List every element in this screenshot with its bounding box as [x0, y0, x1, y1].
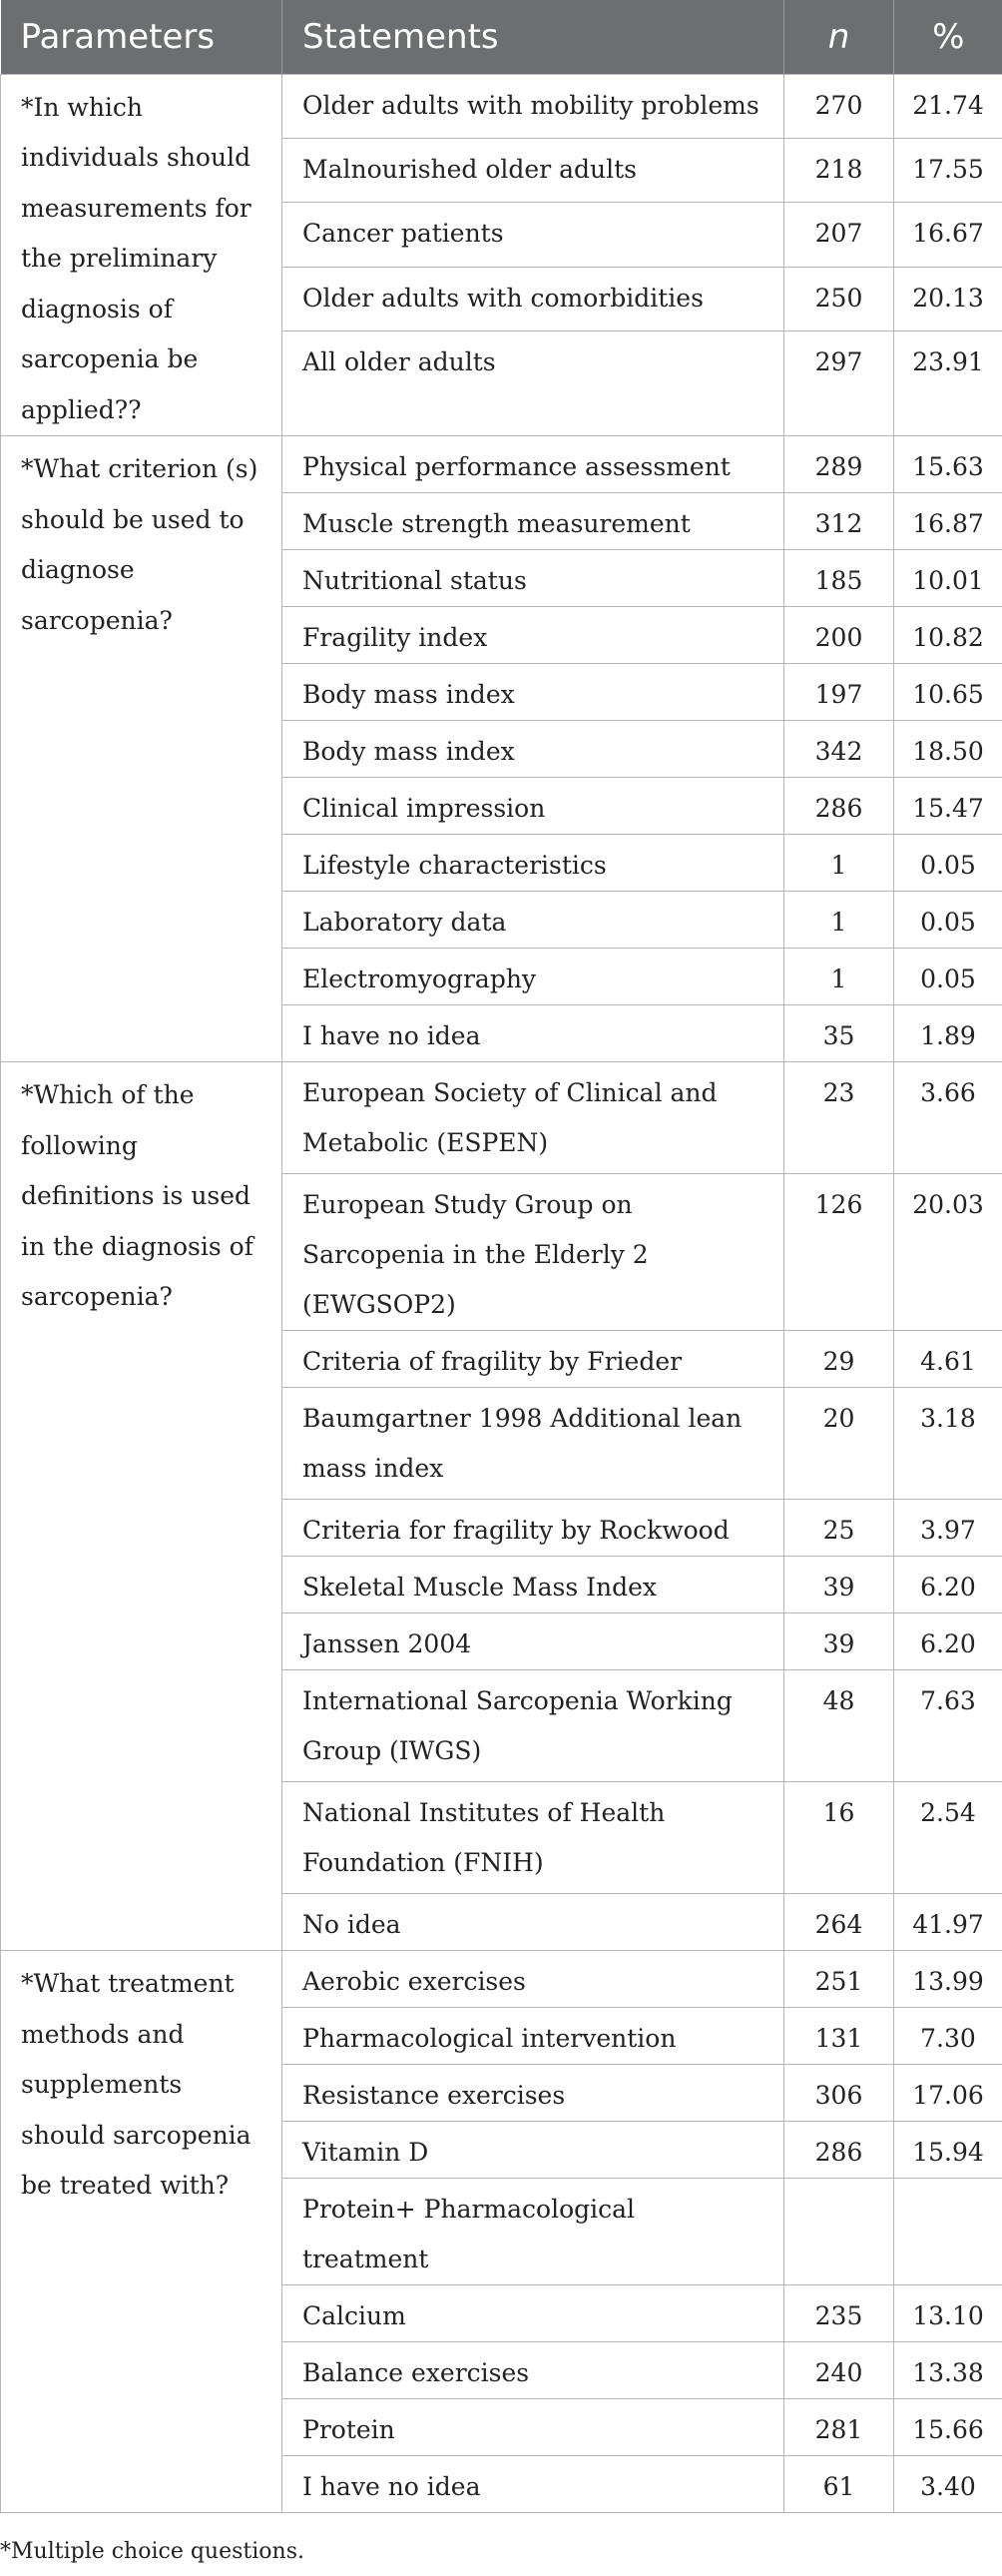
- n-cell: 286: [784, 778, 894, 835]
- percent-cell: 23.91: [894, 331, 1002, 436]
- percent-cell: 4.61: [894, 1331, 1002, 1388]
- statement-cell: Clinical impression: [282, 778, 784, 835]
- percent-cell: 3.97: [894, 1500, 1002, 1557]
- percent-cell: 7.63: [894, 1670, 1002, 1782]
- n-cell: 342: [784, 721, 894, 778]
- statement-cell: Criteria of fragility by Frieder: [282, 1331, 784, 1388]
- n-cell: 297: [784, 331, 894, 436]
- statement-cell: Pharmacological intervention: [282, 2008, 784, 2065]
- n-cell: 197: [784, 664, 894, 721]
- n-cell: 218: [784, 138, 894, 202]
- percent-cell: 3.18: [894, 1388, 1002, 1500]
- statement-cell: Vitamin D: [282, 2122, 784, 2179]
- statement-cell: Electromyography: [282, 949, 784, 1005]
- n-cell: 270: [784, 74, 894, 138]
- n-cell: [784, 2179, 894, 2285]
- statement-cell: Lifestyle characteristics: [282, 835, 784, 892]
- n-cell: 29: [784, 1331, 894, 1388]
- n-cell: 264: [784, 1894, 894, 1951]
- statement-cell: Baumgartner 1998 Additional lean mass index: [282, 1388, 784, 1500]
- n-cell: 126: [784, 1174, 894, 1331]
- statement-cell: Older adults with mobility problems: [282, 74, 784, 138]
- parameter-cell: *What treatment methods and supplements should sarcopenia be treated with?: [1, 1951, 282, 2513]
- percent-cell: 15.66: [894, 2399, 1002, 2456]
- n-cell: 240: [784, 2342, 894, 2399]
- header-percent: %: [932, 16, 965, 57]
- percent-cell: 10.65: [894, 664, 1002, 721]
- n-cell: 1: [784, 835, 894, 892]
- n-cell: 61: [784, 2456, 894, 2513]
- statement-cell: I have no idea: [282, 1005, 784, 1062]
- statement-cell: Muscle strength measurement: [282, 493, 784, 550]
- n-cell: 250: [784, 267, 894, 330]
- header-n: n: [784, 0, 894, 74]
- parameter-cell: *Which of the following definitions is used in the diagnosis of sarcopenia?: [1, 1062, 282, 1951]
- table-footnote: *Multiple choice questions.: [0, 2539, 304, 2564]
- table-row: [1, 1951, 1002, 2008]
- percent-cell: 0.05: [894, 892, 1002, 949]
- n-cell: 289: [784, 436, 894, 493]
- statement-cell: Protein: [282, 2399, 784, 2456]
- table-row: [1, 436, 1002, 493]
- n-cell: 251: [784, 1951, 894, 2008]
- table-row: [1, 74, 1002, 138]
- n-cell: 207: [784, 203, 894, 267]
- statement-cell: All older adults: [282, 331, 784, 436]
- statement-cell: Fragility index: [282, 607, 784, 664]
- n-cell: 16: [784, 1782, 894, 1894]
- statement-cell: No idea: [282, 1894, 784, 1951]
- n-cell: 35: [784, 1005, 894, 1062]
- n-cell: 48: [784, 1670, 894, 1782]
- statement-cell: Balance exercises: [282, 2342, 784, 2399]
- percent-cell: 2.54: [894, 1782, 1002, 1894]
- percent-cell: [894, 2179, 1002, 2285]
- statement-cell: Physical performance assessment: [282, 436, 784, 493]
- n-cell: 39: [784, 1557, 894, 1613]
- percent-cell: 3.66: [894, 1062, 1002, 1174]
- percent-cell: 3.40: [894, 2456, 1002, 2513]
- percent-cell: 18.50: [894, 721, 1002, 778]
- n-cell: 20: [784, 1388, 894, 1500]
- statement-cell: Laboratory data: [282, 892, 784, 949]
- n-cell: 39: [784, 1613, 894, 1670]
- table-body: [1, 74, 1002, 2513]
- percent-cell: 21.74: [894, 74, 1002, 138]
- statement-cell: Aerobic exercises: [282, 1951, 784, 2008]
- statement-cell: Malnourished older adults: [282, 138, 784, 202]
- header-row: [1, 0, 1002, 74]
- statement-cell: Nutritional status: [282, 550, 784, 607]
- percent-cell: 10.01: [894, 550, 1002, 607]
- statement-cell: European Society of Clinical and Metabolic (ESPEN): [282, 1062, 784, 1174]
- statement-cell: Criteria for fragility by Rockwood: [282, 1500, 784, 1557]
- percent-cell: 16.87: [894, 493, 1002, 550]
- percent-cell: 16.67: [894, 203, 1002, 267]
- parameter-cell: *What criterion (s) should be used to diagnose sarcopenia?: [1, 436, 282, 1062]
- percent-cell: 1.89: [894, 1005, 1002, 1062]
- percent-cell: 17.55: [894, 138, 1002, 202]
- statement-cell: Resistance exercises: [282, 2065, 784, 2122]
- parameter-cell: *In which individuals should measurements for the preliminary diagnosis of sarcopenia be applied??: [1, 74, 282, 436]
- n-cell: 1: [784, 892, 894, 949]
- statement-cell: Calcium: [282, 2285, 784, 2342]
- percent-cell: 20.13: [894, 267, 1002, 330]
- percent-cell: 15.63: [894, 436, 1002, 493]
- table-row: [1, 1062, 1002, 1174]
- statement-cell: Body mass index: [282, 664, 784, 721]
- percent-cell: 7.30: [894, 2008, 1002, 2065]
- percent-cell: 13.99: [894, 1951, 1002, 2008]
- n-cell: 306: [784, 2065, 894, 2122]
- n-cell: 23: [784, 1062, 894, 1174]
- percent-cell: 20.03: [894, 1174, 1002, 1331]
- percent-cell: 13.38: [894, 2342, 1002, 2399]
- statement-cell: European Study Group on Sarcopenia in the Elderly 2 (EWGSOP2): [282, 1174, 784, 1331]
- header-parameters: Parameters: [1, 0, 282, 74]
- percent-cell: 6.20: [894, 1557, 1002, 1613]
- statement-cell: Skeletal Muscle Mass Index: [282, 1557, 784, 1613]
- percent-cell: 10.82: [894, 607, 1002, 664]
- statement-cell: Body mass index: [282, 721, 784, 778]
- percent-cell: 15.47: [894, 778, 1002, 835]
- statement-cell: Cancer patients: [282, 203, 784, 267]
- statement-cell: National Institutes of Health Foundation (FNIH): [282, 1782, 784, 1894]
- n-cell: 281: [784, 2399, 894, 2456]
- statement-cell: I have no idea: [282, 2456, 784, 2513]
- percent-cell: 13.10: [894, 2285, 1002, 2342]
- percent-cell: 17.06: [894, 2065, 1002, 2122]
- n-cell: 200: [784, 607, 894, 664]
- n-cell: 1: [784, 949, 894, 1005]
- percent-cell: 41.97: [894, 1894, 1002, 1951]
- statement-cell: Janssen 2004: [282, 1613, 784, 1670]
- n-cell: 235: [784, 2285, 894, 2342]
- percent-cell: 0.05: [894, 835, 1002, 892]
- n-cell: 185: [784, 550, 894, 607]
- statement-cell: International Sarcopenia Working Group (IWGS): [282, 1670, 784, 1782]
- percent-cell: 15.94: [894, 2122, 1002, 2179]
- percent-cell: 6.20: [894, 1613, 1002, 1670]
- table-header: [1, 0, 1002, 74]
- percent-cell: 0.05: [894, 949, 1002, 1005]
- n-cell: 286: [784, 2122, 894, 2179]
- n-cell: 25: [784, 1500, 894, 1557]
- n-cell: 131: [784, 2008, 894, 2065]
- header-statements: Statements: [282, 0, 784, 74]
- n-cell: 312: [784, 493, 894, 550]
- statement-cell: Older adults with comorbidities: [282, 267, 784, 330]
- statement-cell: Protein+ Pharmacological treatment: [282, 2179, 784, 2285]
